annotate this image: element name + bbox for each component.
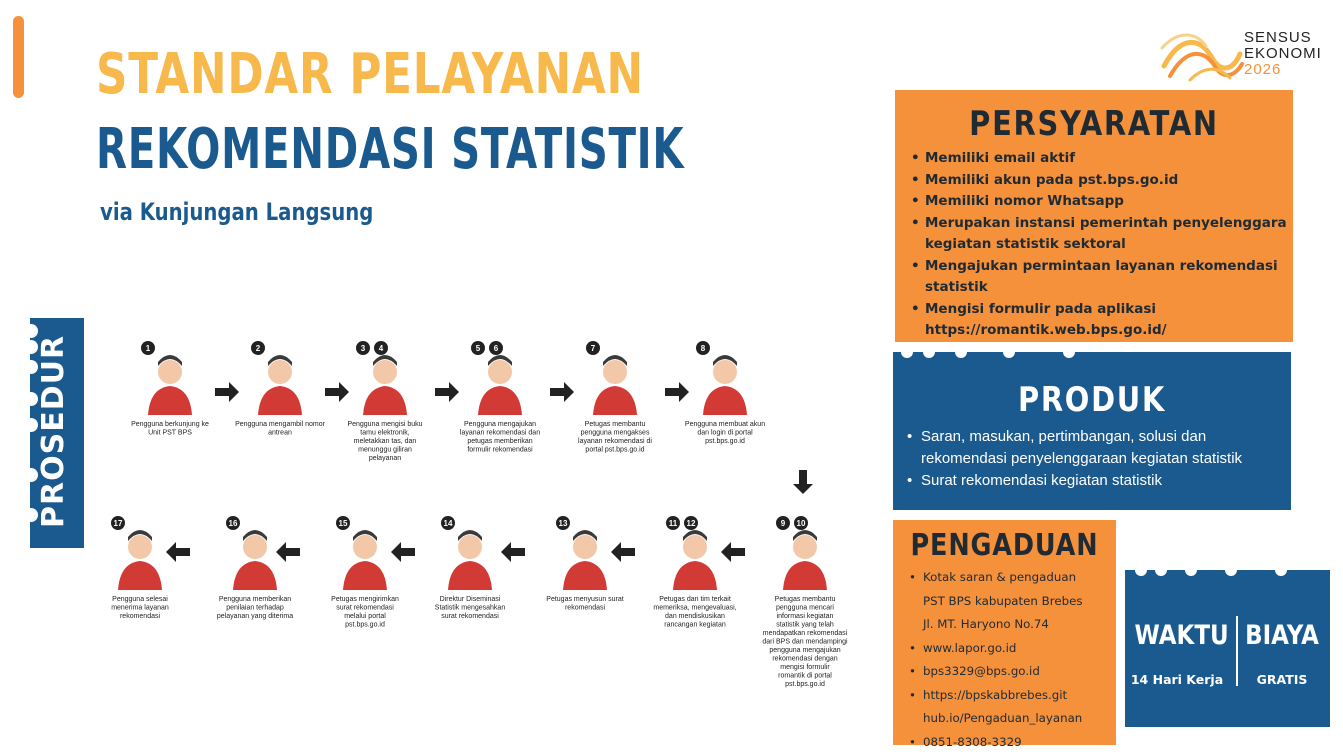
persyaratan-title: PERSYARATAN (969, 104, 1219, 144)
step-number: 16 (228, 519, 238, 528)
arrow-right-icon (665, 382, 689, 402)
step-caption: tamu elektronik, (360, 429, 410, 437)
person-head (353, 535, 377, 559)
link-github-cont[interactable]: hub.io/Pengaduan_layanan (923, 711, 1083, 725)
person-head (713, 360, 737, 384)
link-github[interactable]: • https://bpskabbrebes.git (923, 684, 1116, 708)
waktu-col (1127, 620, 1227, 687)
step-caption: formulir rekomendasi (467, 446, 533, 454)
list-item: • Memiliki akun pada pst.bps.go.id (925, 170, 1293, 192)
step-caption: penilaian terhadap (226, 604, 284, 612)
step-number: 10 (796, 519, 806, 528)
step-6 (685, 341, 765, 445)
list-item: • 0851-8308-3329 (923, 731, 1116, 755)
notch (1063, 346, 1075, 358)
step-caption: Pengguna membuat akun (684, 421, 766, 428)
step-caption: Pengguna mengisi buku (347, 421, 423, 428)
step-number: 13 (558, 519, 568, 528)
step-caption: portal pst.bps.go.id (585, 446, 645, 454)
person-body (563, 561, 607, 590)
step-caption: pst.bps.go.id (785, 681, 825, 688)
arrow-right-icon (215, 382, 239, 402)
step-caption: Petugas mengirimkan (331, 596, 399, 603)
step-caption: Pengguna mengajukan (463, 421, 537, 428)
step-caption: pelayanan yang diterima (216, 613, 294, 620)
persyaratan-list (895, 148, 1293, 342)
title-line-1: STANDAR PELAYANAN (96, 42, 644, 107)
logo-line-3: 2026 (1244, 61, 1282, 78)
pengaduan-box (893, 520, 1116, 749)
notch (923, 346, 935, 358)
person-head (603, 360, 627, 384)
notch (1185, 564, 1197, 576)
person-body (448, 561, 492, 590)
waktu-value: 14 Hari Kerja (1130, 672, 1224, 687)
step-caption: dari BPS dan mendampingi (762, 638, 848, 646)
logo-line-1: SENSUS (1244, 29, 1312, 46)
step-number: 14 (443, 519, 453, 528)
list-item: • Mengisi formulir pada aplikasi https://romantik.web.bps.go.id/ (925, 299, 1293, 342)
waktu-label: WAKTU (1134, 620, 1229, 651)
produk-list (893, 426, 1291, 492)
step-caption: mendapatkan rekomendasi (762, 630, 848, 637)
person-head (128, 535, 152, 559)
step-caption: rekomendasi dengan (772, 655, 838, 663)
step-caption: dan login di portal (697, 429, 753, 437)
person-body (148, 386, 192, 415)
link-lapor[interactable]: • www.lapor.go.id (923, 637, 1116, 661)
step-caption: antrean (268, 429, 292, 437)
pengaduan-list (893, 566, 1116, 754)
step-caption: rekomendasi (564, 604, 606, 612)
notch (1275, 564, 1287, 576)
step-caption: petugas memberikan (467, 438, 533, 445)
step-caption: pst.bps.go.id (705, 438, 745, 445)
person-body (363, 386, 407, 415)
list-item: • Memiliki email aktif (925, 148, 1293, 170)
person-head (683, 535, 707, 559)
step-7 (762, 516, 848, 688)
link-email[interactable]: • bps3329@bps.go.id (923, 660, 1116, 684)
list-item: • Surat rekomendasi kegiatan statistik (921, 470, 1291, 492)
step-13 (111, 516, 169, 620)
person-body (593, 386, 637, 415)
step-caption: dan mendiskusikan (665, 613, 725, 620)
step-number: 11 (668, 519, 678, 528)
arrow-right-icon (325, 382, 349, 402)
arrow-right-icon (435, 382, 459, 402)
arrow-down-icon (793, 470, 813, 494)
step-caption: meletakkan tas, dan (353, 438, 417, 445)
person-head (158, 360, 182, 384)
person-body (673, 561, 717, 590)
step-number: 15 (338, 519, 348, 528)
person-head (458, 535, 482, 559)
step-caption: rekomendasi (119, 613, 161, 620)
step-8 (653, 516, 736, 629)
step-caption: menunggu giliran (358, 446, 412, 454)
step-caption: menerima layanan (111, 604, 169, 612)
step-caption: pengguna mengajukan (769, 647, 841, 654)
arrow-left-icon (276, 542, 300, 562)
step-caption: pengguna mengakses (580, 429, 650, 437)
step-12 (217, 516, 293, 620)
biaya-label: BIAYA (1245, 620, 1319, 651)
step-5 (578, 341, 652, 454)
person-body (258, 386, 302, 415)
notch (1155, 564, 1167, 576)
step-caption: pelayanan (368, 455, 402, 462)
person-body (783, 561, 827, 590)
person-head (488, 360, 512, 384)
step-caption: Unit PST BPS (148, 429, 192, 437)
list-item: • Kotak saran & pengaduan (923, 566, 1116, 590)
person-body (343, 561, 387, 590)
step-number: 2 (255, 344, 261, 353)
arrow-left-icon (501, 542, 525, 562)
biaya-value: GRATIS (1256, 672, 1308, 687)
step-number: 17 (113, 519, 123, 528)
waktu-biaya-box (1125, 570, 1330, 727)
person-head (793, 535, 817, 559)
step-caption: Direktur Diseminasi (439, 596, 501, 603)
step-number: 1 (145, 344, 151, 353)
produk-title: PRODUK (1017, 380, 1167, 420)
list-item: • Merupakan instansi pemerintah penyelenggara kegiatan statistik sektoral (925, 213, 1293, 256)
step-caption: Petugas membantu (774, 596, 836, 603)
step-caption: Petugas menyusun surat (546, 596, 624, 603)
step-number: 9 (780, 519, 786, 528)
step-1 (131, 341, 209, 437)
step-caption: layanan rekomendasi dan (459, 429, 541, 437)
step-4 (460, 341, 540, 454)
list-item: • Saran, masukan, pertimbangan, solusi dan rekomendasi penyelenggaraan kegiatan statistik (921, 426, 1291, 470)
arrow-left-icon (391, 542, 415, 562)
step-caption: surat rekomendasi (336, 604, 394, 612)
step-number: 7 (590, 344, 596, 353)
step-caption: Petugas membantu (584, 421, 646, 428)
prosedur-label: PROSEDUR (36, 334, 71, 528)
step-caption: Pengguna berkunjung ke (131, 421, 209, 428)
persyaratan-box (895, 90, 1293, 342)
person-body (233, 561, 277, 590)
step-9 (546, 516, 623, 612)
notch (1003, 346, 1015, 358)
step-caption: Pengguna memberikan (218, 596, 292, 603)
title-line-2: REKOMENDASI STATISTIK (96, 117, 685, 182)
notch (1135, 564, 1147, 576)
prosedur-tab (30, 318, 84, 548)
step-number: 8 (700, 344, 706, 353)
subtitle: via Kunjungan Langsung (100, 198, 374, 226)
step-number: 3 (360, 344, 366, 353)
person-body (703, 386, 747, 415)
biaya-col (1232, 620, 1332, 687)
step-3 (347, 341, 422, 462)
step-caption: Pengguna selesai (112, 596, 168, 603)
pengaduan-title: PENGADUAN (910, 528, 1099, 563)
logo-line-2: EKONOMI (1244, 45, 1322, 62)
list-item: • Mengajukan permintaan layanan rekomendasi statistik (925, 256, 1293, 299)
step-number: 4 (378, 344, 384, 353)
person-body (478, 386, 522, 415)
arrow-left-icon (611, 542, 635, 562)
arrow-left-icon (166, 542, 190, 562)
logo-text (1244, 30, 1322, 78)
step-caption: melalui portal (344, 613, 386, 620)
step-caption: mengisi formulir (780, 664, 830, 671)
person-head (268, 360, 292, 384)
step-2 (235, 341, 326, 437)
list-item: Jl. MT. Haryono No.74 (923, 617, 1049, 631)
step-caption: memeriksa, mengevaluasi, (653, 604, 737, 612)
step-caption: rancangan kegiatan (664, 621, 726, 629)
step-caption: statistik yang telah (776, 621, 834, 629)
step-caption: Petugas dan tim terkait (659, 596, 731, 603)
notch (1225, 564, 1237, 576)
produk-box (893, 352, 1291, 510)
step-number: 12 (686, 519, 696, 528)
arrow-right-icon (550, 382, 574, 402)
person-head (243, 535, 267, 559)
step-number: 6 (493, 344, 499, 353)
step-caption: informasi kegiatan (776, 613, 834, 620)
step-10 (435, 516, 506, 620)
step-caption: Pengguna mengambil nomor (235, 421, 325, 428)
arrow-left-icon (721, 542, 745, 562)
step-number: 5 (475, 344, 481, 353)
step-caption: layanan rekomendasi di (578, 438, 652, 445)
step-caption: surat rekomendasi (441, 613, 499, 620)
step-caption: Statistik mengesahkan (434, 604, 506, 612)
list-item: • Memiliki nomor Whatsapp (925, 191, 1293, 213)
list-item: PST BPS kabupaten Brebes (923, 593, 1083, 608)
notch (901, 346, 913, 358)
accent-bar (13, 16, 24, 98)
step-11 (331, 516, 399, 629)
person-head (373, 360, 397, 384)
step-caption: pengguna mencari (776, 604, 834, 612)
notch (955, 346, 967, 358)
person-head (573, 535, 597, 559)
step-caption: pst.bps.go.id (345, 621, 385, 629)
procedure-flow (105, 330, 860, 688)
step-caption: romantik di portal (778, 672, 832, 680)
person-body (118, 561, 162, 590)
